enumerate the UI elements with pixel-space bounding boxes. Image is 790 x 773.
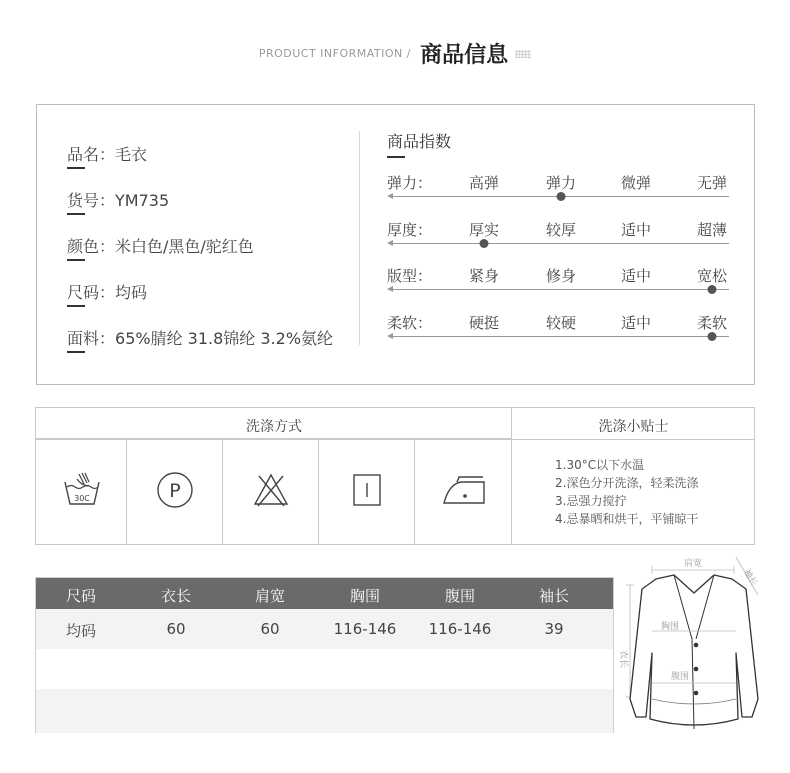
line-dry-icon [347, 470, 387, 510]
scale-option: 适中 [620, 267, 652, 285]
scale-option: 宽松 [696, 267, 728, 285]
attr-key: 颜色 [67, 234, 99, 257]
arrow-left-icon [387, 193, 393, 199]
wash-tip: 1.30°C以下水温 [555, 458, 645, 472]
col-header: 肩宽 [254, 587, 286, 605]
scale-marker [480, 239, 489, 248]
scale-label: 弹力： [387, 174, 433, 192]
scale-line [389, 336, 729, 337]
table-cell: 116-146 [428, 620, 492, 638]
scale-option: 较厚 [545, 221, 577, 239]
size-table [35, 577, 614, 733]
attr-key: 货号 [67, 188, 99, 211]
attr-key: 品名 [67, 142, 99, 165]
scale-marker [708, 285, 717, 294]
table-row [36, 609, 613, 649]
table-row [36, 649, 613, 689]
attr-size [67, 280, 147, 303]
attr-color [67, 234, 254, 257]
wash-tip: 4.忌暴晒和烘干，平铺晾干 [555, 512, 699, 526]
scale-option: 弹力 [545, 174, 577, 192]
attr-value: ：65%腈纶 31.8锦纶 3.2%氨纶 [99, 329, 334, 348]
col-header: 腹围 [444, 587, 476, 605]
header-title: 商品信息 [420, 43, 509, 68]
col-header: 衣长 [160, 587, 192, 605]
index-title: 商品指数 [387, 129, 451, 152]
cardigan-outline [630, 575, 758, 725]
scale-option: 紧身 [468, 267, 500, 285]
info-divider [359, 131, 360, 345]
scale-option: 超薄 [696, 221, 728, 239]
wash-method-title: 洗涤方式 [246, 419, 302, 435]
attr-value: ：毛衣 [99, 145, 148, 164]
cardigan-measurement-diagram [612, 549, 790, 749]
shoulder-label: 肩宽 [683, 559, 703, 569]
scale-label: 柔软： [387, 314, 433, 332]
index-scale [387, 219, 729, 249]
scale-label: 版型： [387, 267, 433, 285]
iron-low-icon [441, 470, 487, 510]
sleeve-label: 袖长 [740, 567, 759, 589]
scale-option: 适中 [620, 314, 652, 332]
attr-fabric [67, 326, 333, 349]
col-header: 胸围 [349, 587, 381, 605]
do-not-bleach-icon [251, 470, 291, 510]
waist-label: 腹围 [670, 672, 690, 682]
arrow-left-icon [387, 240, 393, 246]
scale-line [389, 243, 729, 244]
attr-value: ：米白色/黑色/驼红色 [99, 237, 254, 256]
table-cell: 116-146 [333, 620, 397, 638]
header-subtitle: PRODUCT INFORMATION / [258, 47, 411, 60]
attr-name [67, 142, 147, 165]
attr-key: 尺码 [67, 280, 99, 303]
size-table-header [36, 578, 613, 609]
wash-tips-list [555, 456, 698, 528]
arrow-left-icon [387, 333, 393, 339]
table-cell: 60 [166, 620, 186, 638]
scale-option: 柔软 [696, 314, 728, 332]
scale-option: 无弹 [696, 174, 728, 192]
scale-marker [557, 192, 566, 201]
scale-option: 厚实 [468, 221, 500, 239]
washing-table [35, 407, 755, 545]
scale-option: 适中 [620, 221, 652, 239]
attr-item-no [67, 188, 169, 211]
wash-tips-title: 洗涤小贴士 [598, 419, 669, 435]
index-scale [387, 312, 729, 342]
attr-value: ：YM735 [99, 191, 170, 210]
wash-tip: 2.深色分开洗涤，轻柔洗涤 [555, 476, 699, 490]
section-header [0, 38, 790, 69]
table-cell: 60 [260, 620, 280, 638]
dry-clean-letter: P [169, 480, 181, 502]
scale-option: 修身 [545, 267, 577, 285]
arrow-left-icon [387, 286, 393, 292]
product-info-panel [36, 104, 755, 385]
wash-temp-label: 30C [74, 494, 90, 503]
scale-marker [708, 332, 717, 341]
dots-decoration-icon [515, 50, 531, 58]
wash-tip: 3.忌强力搅拧 [555, 494, 627, 508]
dry-clean-p-icon [155, 470, 195, 510]
col-header: 尺码 [65, 587, 97, 605]
table-cell: 39 [544, 620, 564, 638]
scale-option: 微弹 [620, 174, 652, 192]
attr-key: 面料 [67, 326, 99, 349]
chest-label: 胸围 [660, 622, 680, 632]
hand-wash-30c-icon [62, 470, 102, 510]
index-scale [387, 172, 729, 202]
scale-option: 硬挺 [468, 314, 500, 332]
scale-option: 较硬 [545, 314, 577, 332]
scale-label: 厚度： [387, 221, 433, 239]
scale-option: 高弹 [468, 174, 500, 192]
length-label: 衣长 [618, 649, 628, 669]
table-row [36, 689, 613, 733]
scale-line [389, 289, 729, 290]
index-scale [387, 265, 729, 295]
table-cell: 均码 [65, 622, 97, 640]
wash-header-divider [36, 439, 754, 440]
col-header: 袖长 [538, 587, 570, 605]
attr-value: ：均码 [99, 283, 148, 302]
